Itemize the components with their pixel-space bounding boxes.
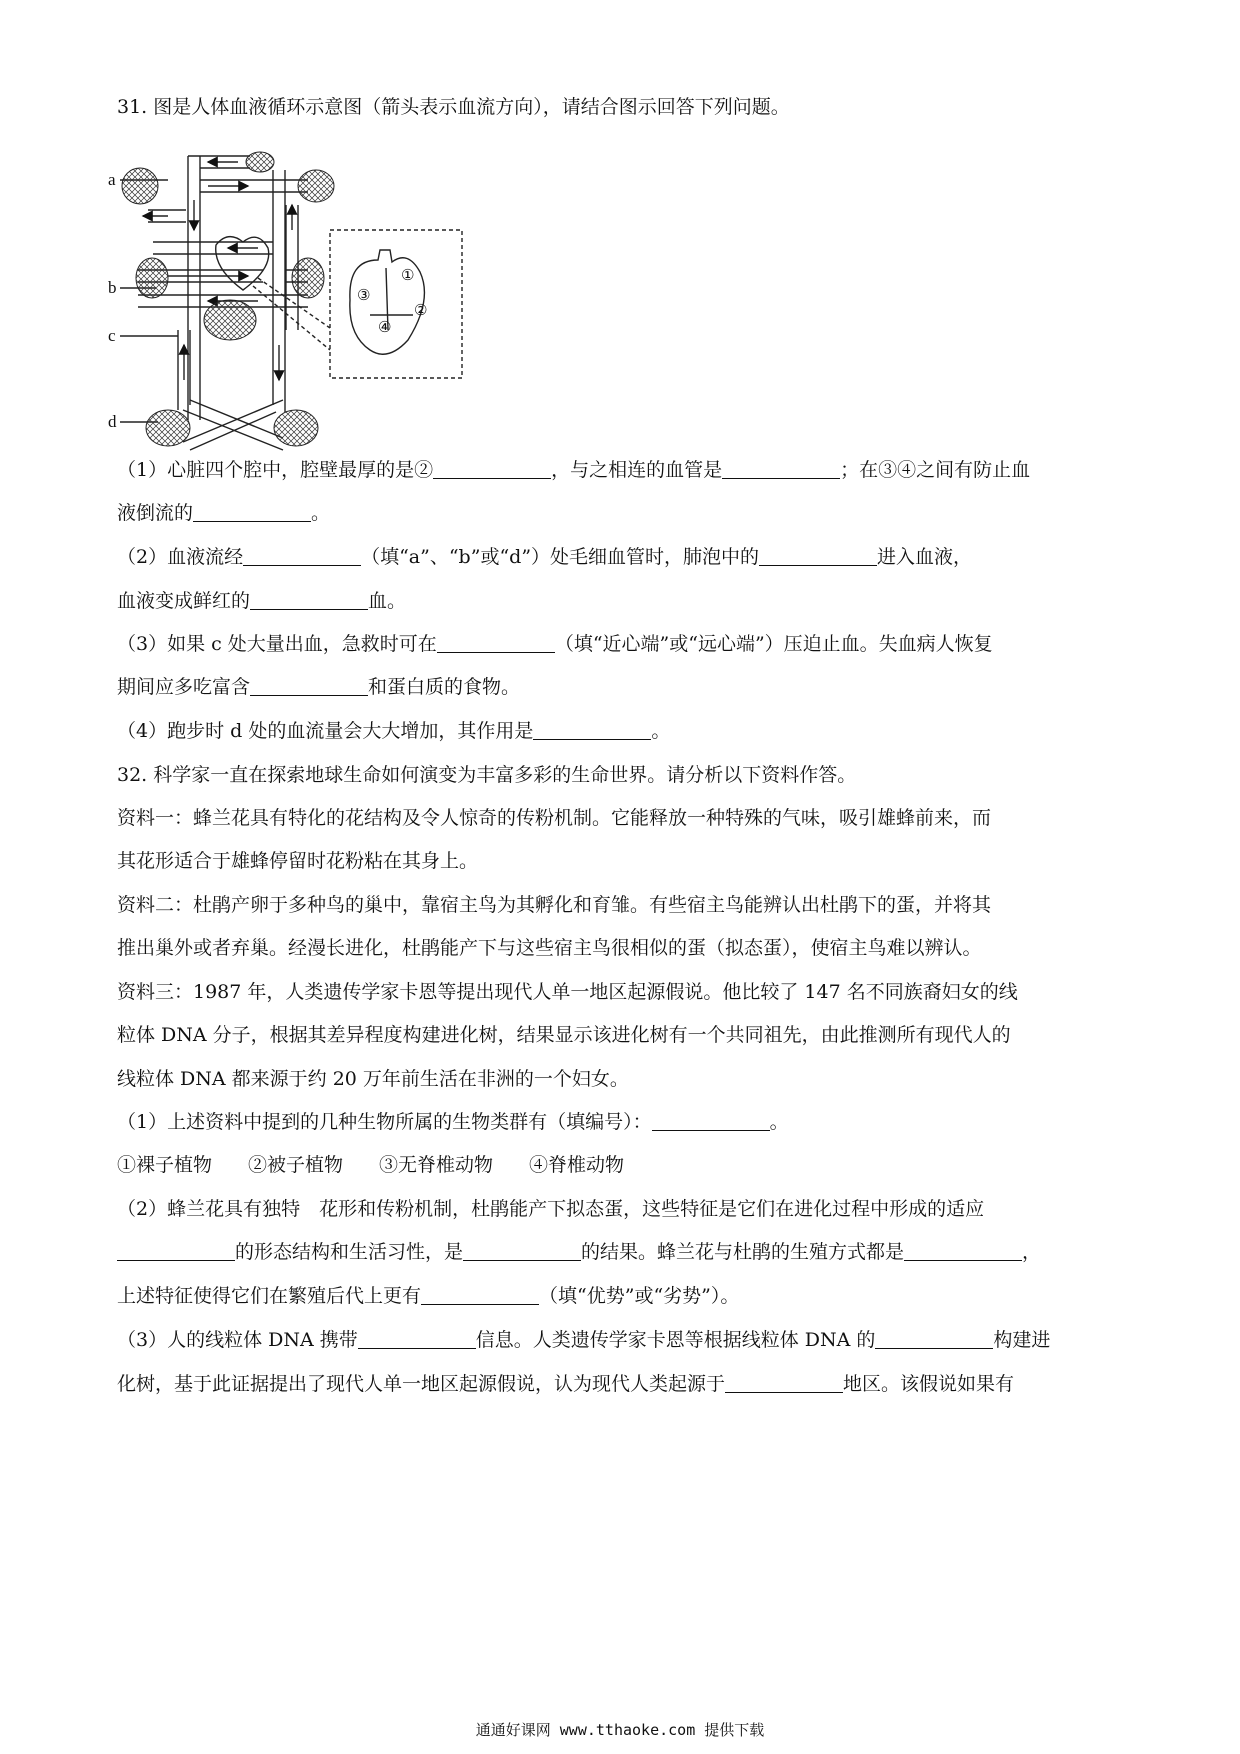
label-a: a: [108, 170, 116, 189]
heart-label-3: ③: [357, 286, 371, 304]
heart-label-2: ②: [414, 301, 428, 319]
material-1-line2: 其花形适合于雄蜂停留时花粉粘在其身上。: [117, 850, 479, 872]
answer-blank[interactable]: [421, 1284, 539, 1305]
answer-blank[interactable]: [243, 545, 361, 566]
q32-options: [117, 1150, 1129, 1180]
text: （4）跑步时 d 处的血流量会大大增加，其作用是: [117, 720, 534, 742]
material-3-line2: 粒体 DNA 分子，根据其差异程度构建进化树，结果显示该进化树有一个共同祖先，由此推测所有现代人的: [117, 1024, 1011, 1046]
text: 液倒流的: [117, 502, 194, 524]
text: ，: [1022, 1241, 1042, 1263]
text: （填“a”、“b”或“d”）处毛细血管时，肺泡中的: [361, 546, 760, 568]
text: 。: [651, 720, 671, 742]
text: （填“优势”或“劣势”）。: [539, 1285, 740, 1307]
text: （3）如果 c 处大量出血，急救时可在: [117, 633, 437, 655]
text: 进入血液，: [877, 546, 973, 568]
answer-blank[interactable]: [437, 632, 555, 653]
option-2: ②被子植物: [248, 1154, 344, 1176]
text: 信息。人类遗传学家卡恩等根据线粒体 DNA 的: [475, 1329, 876, 1351]
text: （1）心脏四个腔中，腔壁最厚的是②: [117, 459, 434, 481]
label-d: d: [108, 412, 117, 431]
q31-part3-line1: [117, 629, 1129, 659]
q31-part3-line2: [117, 672, 1129, 702]
answer-blank[interactable]: [433, 458, 551, 479]
heart-label-1: ①: [401, 266, 415, 284]
q31-part4: [117, 716, 1129, 746]
text: 化树，基于此证据提出了现代人单一地区起源假说，认为现代人类起源于: [117, 1373, 726, 1395]
option-3: ③无脊椎动物: [379, 1154, 494, 1176]
q31-part1-line1: [117, 455, 1129, 485]
material-1-line1: 资料一：蜂兰花具有特化的花结构及令人惊奇的传粉机制。它能释放一种特殊的气味，吸引雄蜂前来，而: [117, 807, 992, 829]
answer-blank[interactable]: [875, 1328, 993, 1349]
answer-blank[interactable]: [463, 1240, 581, 1261]
answer-blank[interactable]: [533, 719, 651, 740]
text: 。: [311, 502, 331, 524]
text: 血液变成鲜红的: [117, 590, 251, 612]
answer-blank[interactable]: [117, 1240, 235, 1261]
answer-blank[interactable]: [725, 1372, 843, 1393]
text: （1）上述资料中提到的几种生物所属的生物类群有（填编号）：: [117, 1111, 652, 1133]
text: 期间应多吃富含: [117, 676, 251, 698]
material-3-line3: 线粒体 DNA 都来源于约 20 万年前生活在非洲的一个妇女。: [117, 1068, 629, 1090]
footer-watermark: 通通好课网 www.tthaoke.com 提供下载: [475, 1721, 765, 1739]
text: 上述特征使得它们在繁殖后代上更有: [117, 1285, 422, 1307]
material-3-line1: 资料三：1987 年，人类遗传学家卡恩等提出现代人单一地区起源假说。他比较了 147 名不同族裔妇女的线: [117, 981, 1018, 1003]
text: 血。: [368, 590, 407, 612]
text: 构建进: [993, 1329, 1051, 1351]
q32-part2-line3: [117, 1281, 1129, 1311]
material-2-line1: 资料二：杜鹃产卵于多种鸟的巢中，靠宿主鸟为其孵化和育雏。有些宿主鸟能辨认出杜鹃下的蛋，并将其: [117, 894, 992, 916]
q31-stem: 31. 图是人体血液循环示意图（箭头表示血流方向），请结合图示回答下列问题。: [117, 96, 790, 118]
answer-blank[interactable]: [722, 458, 840, 479]
answer-blank[interactable]: [904, 1240, 1022, 1261]
q31-part2-line2: [117, 586, 1129, 616]
q32-part3-line1: [117, 1325, 1129, 1355]
q32-part2-line2: [117, 1237, 1129, 1267]
answer-blank[interactable]: [193, 501, 311, 522]
text: 和蛋白质的食物。: [368, 676, 521, 698]
q32-part3-line2: [117, 1369, 1129, 1399]
answer-blank[interactable]: [250, 589, 368, 610]
q31-part2-line1: [117, 542, 1129, 572]
heart-label-4: ④: [378, 318, 392, 336]
blood-circulation-diagram: [108, 150, 528, 502]
answer-blank[interactable]: [652, 1110, 770, 1131]
text: （填“近心端”或“远心端”）压迫止血。失血病人恢复: [554, 633, 993, 655]
text: 地区。该假说如果有: [843, 1373, 1015, 1395]
material-2-line2: 推出巢外或者弃巢。经漫长进化，杜鹃能产下与这些宿主鸟很相似的蛋（拟态蛋），使宿主鸟难以辨认。: [117, 937, 982, 959]
text: 的形态结构和生活习性，是: [235, 1241, 464, 1263]
q31-part1-line2: [117, 498, 1129, 528]
text: ；在③④之间有防止血: [840, 459, 1031, 481]
label-b: b: [108, 278, 117, 297]
option-1: ①裸子植物: [117, 1154, 213, 1176]
answer-blank[interactable]: [358, 1328, 476, 1349]
answer-blank[interactable]: [250, 675, 368, 696]
answer-blank[interactable]: [759, 545, 877, 566]
text: （3）人的线粒体 DNA 携带: [117, 1329, 358, 1351]
option-4: ④脊椎动物: [529, 1154, 625, 1176]
q32-part2-line1: （2）蜂兰花具有独特 花形和传粉机制，杜鹃能产下拟态蛋，这些特征是它们在进化过程中形成的适应: [117, 1198, 985, 1220]
text: 的结果。蜂兰花与杜鹃的生殖方式都是: [581, 1241, 905, 1263]
label-c: c: [108, 326, 116, 345]
q32-part1: [117, 1107, 1129, 1137]
text: （2）血液流经: [117, 546, 244, 568]
q32-stem: 32. 科学家一直在探索地球生命如何演变为丰富多彩的生命世界。请分析以下资料作答。: [117, 764, 857, 786]
text: ，与之相连的血管是: [551, 459, 723, 481]
text: 。: [769, 1111, 789, 1133]
